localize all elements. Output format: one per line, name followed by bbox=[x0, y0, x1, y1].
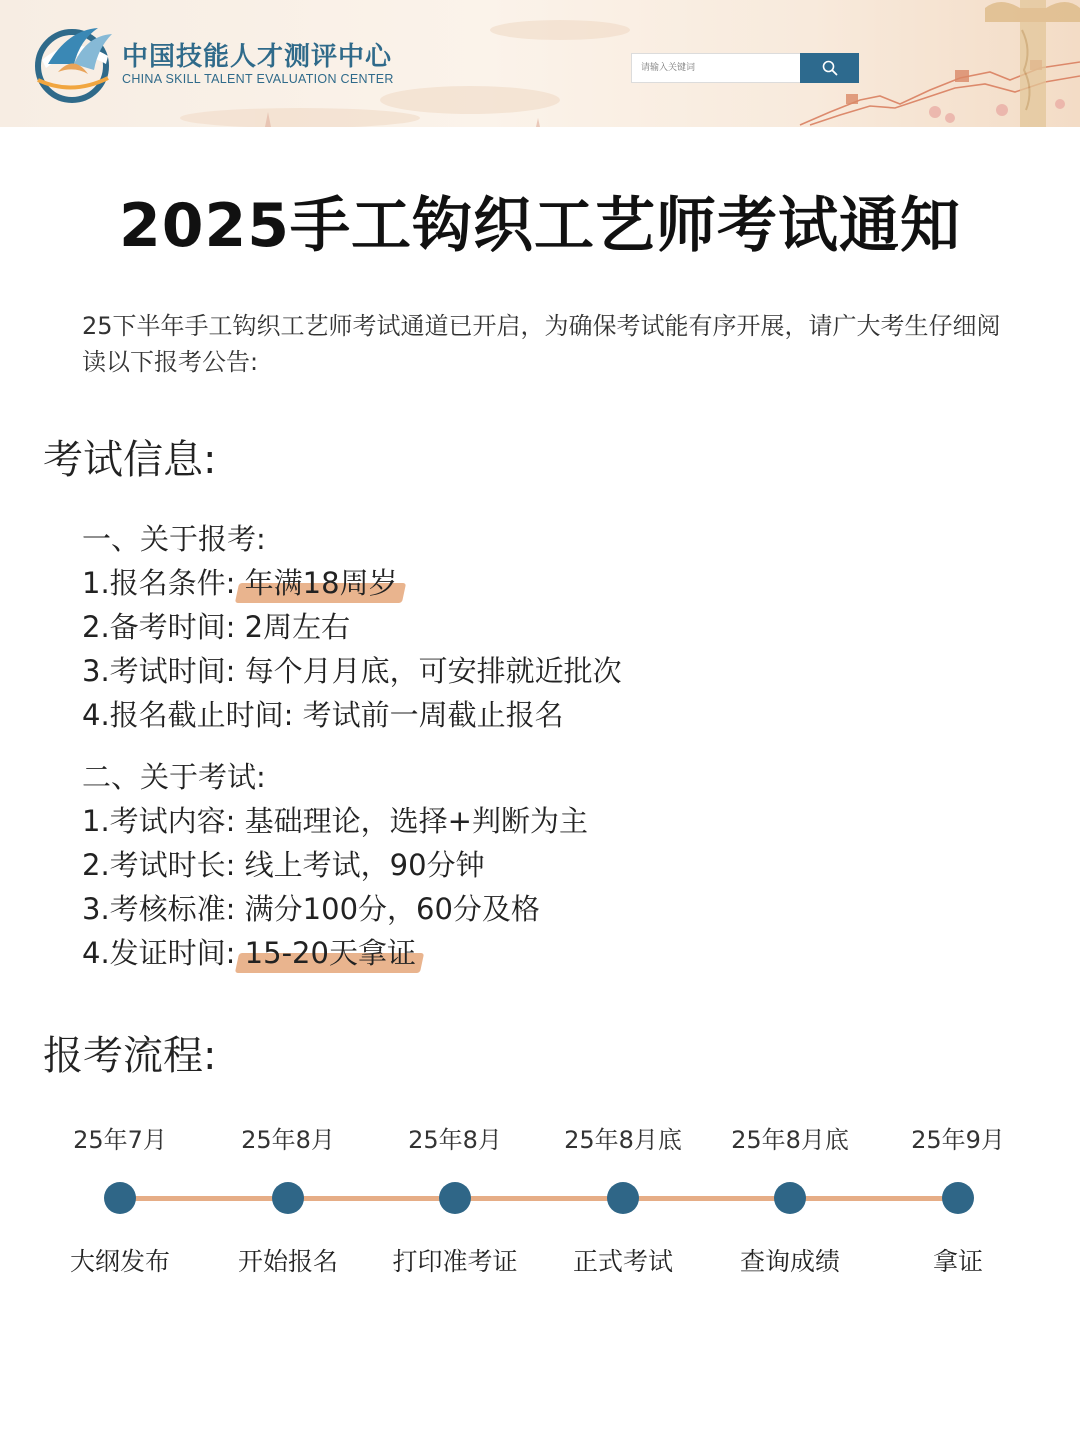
step-dot bbox=[272, 1182, 304, 1214]
info-value: 每个月月底，可安排就近批次 bbox=[244, 654, 622, 688]
info-label: 2.考试时长: bbox=[82, 848, 236, 882]
info-value: 基础理论，选择+判断为主 bbox=[244, 804, 588, 838]
step-date: 25年8月底 bbox=[564, 1126, 682, 1154]
info-row bbox=[82, 693, 982, 737]
step-dot bbox=[942, 1182, 974, 1214]
info-label: 4.发证时间: bbox=[82, 936, 236, 970]
timeline-step bbox=[705, 1120, 875, 1278]
info-value-highlighted: 15-20天拿证 bbox=[245, 931, 416, 975]
step-label: 大纲发布 bbox=[69, 1247, 170, 1276]
search-input[interactable] bbox=[632, 54, 800, 82]
step-date: 25年7月 bbox=[73, 1126, 167, 1154]
logo-chinese-text: 中国技能人才测评中心 bbox=[122, 42, 393, 72]
info-value: 满分100分，60分及格 bbox=[244, 892, 540, 926]
info-label: 4.报名截止时间: bbox=[82, 698, 294, 732]
step-dot bbox=[774, 1182, 806, 1214]
step-label: 开始报名 bbox=[237, 1247, 338, 1276]
step-label: 打印准考证 bbox=[392, 1247, 518, 1276]
info-value-highlighted: 年满18周岁 bbox=[245, 561, 398, 605]
search-box bbox=[631, 53, 859, 83]
page-title: 2025手工钩织工艺师考试通知 bbox=[119, 191, 961, 261]
info-row bbox=[82, 843, 982, 887]
step-date: 25年8月底 bbox=[731, 1126, 849, 1154]
step-date: 25年9月 bbox=[911, 1126, 1005, 1154]
intro-paragraph: 25下半年手工钩织工艺师考试通道已开启，为确保考试能有序开展，请广大考生仔细阅读以下报考公告: bbox=[82, 312, 1001, 376]
info-row bbox=[82, 561, 982, 605]
step-dot bbox=[439, 1182, 471, 1214]
step-label: 拿证 bbox=[932, 1247, 983, 1276]
timeline-step bbox=[873, 1120, 1043, 1278]
info-row bbox=[82, 649, 982, 693]
process-timeline bbox=[0, 1120, 1080, 1290]
exam-info-heading: 考试信息: bbox=[43, 437, 217, 483]
step-label: 正式考试 bbox=[572, 1247, 673, 1276]
logo-icon bbox=[28, 20, 118, 106]
timeline-step bbox=[35, 1120, 205, 1278]
step-date: 25年8月 bbox=[408, 1126, 502, 1154]
search-button[interactable] bbox=[800, 53, 859, 83]
info-value: 2周左右 bbox=[244, 610, 351, 644]
registration-heading: 一、关于报考: bbox=[82, 522, 266, 556]
timeline-step bbox=[203, 1120, 373, 1278]
info-label: 2.备考时间: bbox=[82, 610, 236, 644]
info-value: 线上考试，90分钟 bbox=[244, 848, 485, 882]
registration-section bbox=[82, 517, 982, 737]
step-dot bbox=[104, 1182, 136, 1214]
step-label: 查询成绩 bbox=[739, 1247, 840, 1276]
info-row bbox=[82, 887, 982, 931]
info-value: 考试前一周截止报名 bbox=[302, 698, 564, 732]
info-label: 1.考试内容: bbox=[82, 804, 236, 838]
search-icon bbox=[822, 60, 838, 76]
step-dot bbox=[607, 1182, 639, 1214]
logo-english-text: CHINA SKILL TALENT EVALUATION CENTER bbox=[122, 72, 394, 86]
step-date: 25年8月 bbox=[241, 1126, 335, 1154]
timeline-step bbox=[538, 1120, 708, 1278]
exam-heading: 二、关于考试: bbox=[82, 760, 266, 794]
info-label: 3.考核标准: bbox=[82, 892, 236, 926]
info-row bbox=[82, 931, 982, 975]
info-label: 3.考试时间: bbox=[82, 654, 236, 688]
exam-section bbox=[82, 755, 982, 975]
info-row bbox=[82, 605, 982, 649]
process-heading: 报考流程: bbox=[43, 1033, 217, 1079]
info-label: 1.报名条件: bbox=[82, 566, 236, 600]
info-row bbox=[82, 799, 982, 843]
timeline-step bbox=[370, 1120, 540, 1278]
header-banner bbox=[0, 0, 1080, 127]
